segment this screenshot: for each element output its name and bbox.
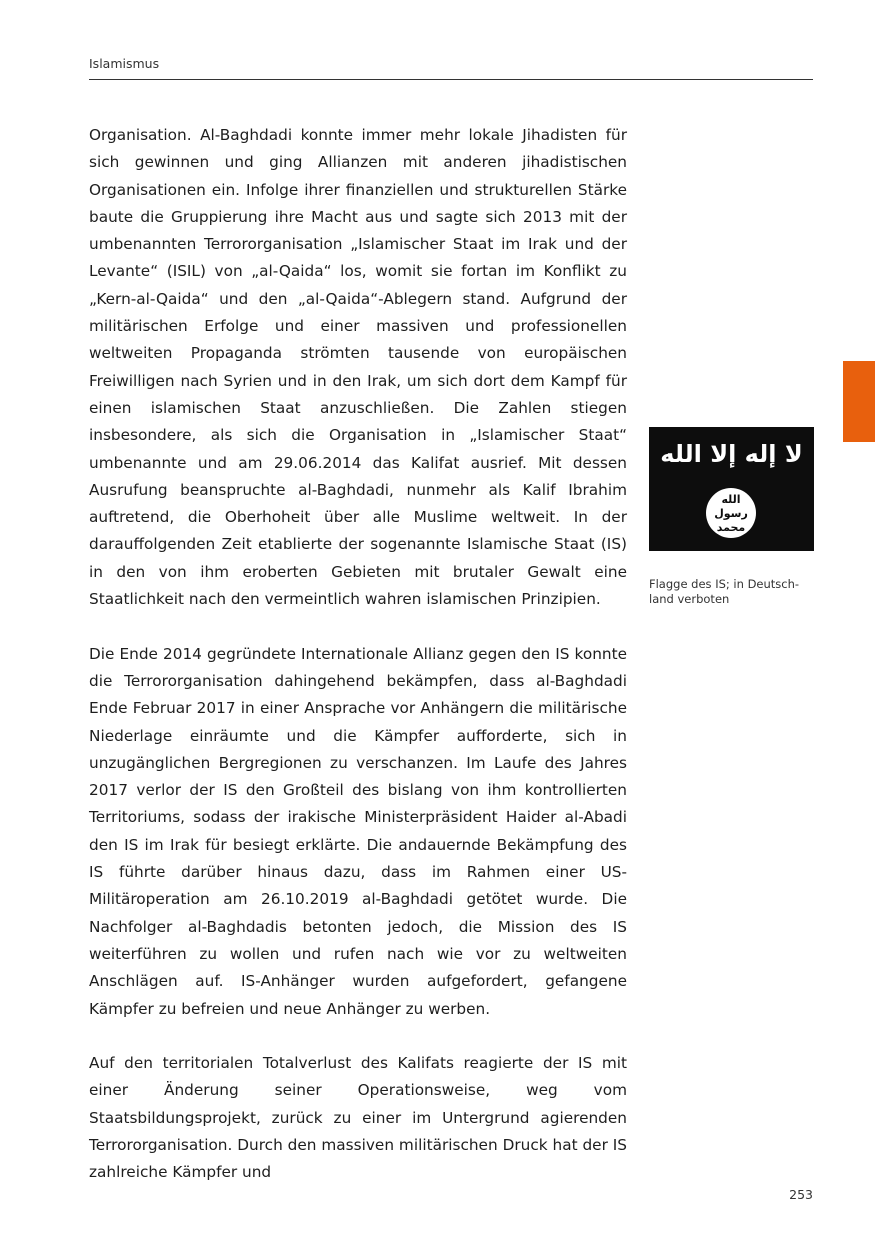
main-text — [89, 122, 627, 1214]
chapter-tab-marker — [843, 361, 875, 442]
header-divider — [89, 79, 813, 80]
is-flag-image — [649, 427, 814, 551]
paragraph-2: Die Ende 2014 gegründete Internationale Allianz gegen den IS konnte die Terrororganisation dahingehend bekämpfen, dass al-Baghdadi Ende Februar 2017 in einer Ansprache vor Anhängern die militärische Niederlage einräumte und die Kämpfer aufforderte, sich in unzugänglichen Bergregionen zu verschanzen. Im Laufe des Jahres 2017 verlor der IS den Großteil des bislang von ihm kontrollierten Territoriums, sodass der irakische Ministerpräsident Haider al-Abadi den IS im Irak für besiegt erklärte. Die andauernde Bekämpfung des IS führte darüber hinaus dazu, dass im Rahmen einer US-Militäroperation am 26.10.2019 al-Baghdadi getötet wurde. Die Nachfolger al-Baghdadis betonten jedoch, die Mission des IS weiterführen zu wollen und rufen nach wie vor zu weltweiten Anschlägen auf. IS-Anhänger wurden aufgefordert, gefangene Kämpfer zu befreien und neue Anhänger zu werben. — [89, 644, 627, 1018]
seal-line-2: رسول — [714, 507, 748, 520]
page-number: 253 — [789, 1187, 813, 1202]
seal-line-1: الله — [721, 493, 741, 506]
paragraph-1: Organisation. Al-Baghdadi konnte immer mehr lokale Jihadisten für sich gewinnen und ging Allianzen mit anderen jihadistischen Organisationen ein. Infolge ihrer finanziellen und strukturellen Stärke baute die Gruppierung ihre Macht aus und sagte sich 2013 mit der umbenannten Terrororganisation „Islamischer Staat im Irak und der Levante“ (ISIL) von „al-Qaida“ los, womit sie fortan im Konflikt zu „Kern-al-Qaida“ und den „al-Qaida“-Ablegern stand. Aufgrund der militärischen Erfolge und einer massiven und professionellen weltweiten Propaganda strömten tausende von europäischen Freiwilligen nach Syrien und in den Irak, um sich dort dem Kampf für einen islamischen Staat anzuschließen. Die Zahlen stiegen insbesondere, als sich die Organisation in „Islamischer Staat“ umbenannte und am 29.06.2014 das Kalifat ausrief. Mit dessen Ausrufung beanspruchte al-Baghdadi, nunmehr als Kalif Ibrahim auftretend, die Oberhoheit über alle Muslime weltweit. In der darauffolgenden Zeit etablierte der sogenannte Islamische Staat (IS) in den von ihm eroberten Gebieten mit brutaler Gewalt eine Staatlichkeit nach den vermeintlich wahren islamischen Prinzipien. — [89, 126, 627, 609]
figure-caption: Flagge des IS; in Deutschland verboten — [649, 577, 800, 606]
seal-line-3: محمد — [716, 521, 746, 534]
running-head: Islamismus — [89, 56, 160, 71]
paragraph-3: Auf den territorialen Totalverlust des Kalifats reagierte der IS mit einer Änderung seiner Operationsweise, weg vom Staatsbildungsprojekt, zurück zu einer im Untergrund agierenden Terrororganisation. Durch den massiven militärischen Druck hat der IS zahlreiche Kämpfer und — [89, 1054, 627, 1182]
flag-graphic — [649, 427, 814, 551]
flag-inscription: لا إله إلا الله — [660, 440, 803, 468]
